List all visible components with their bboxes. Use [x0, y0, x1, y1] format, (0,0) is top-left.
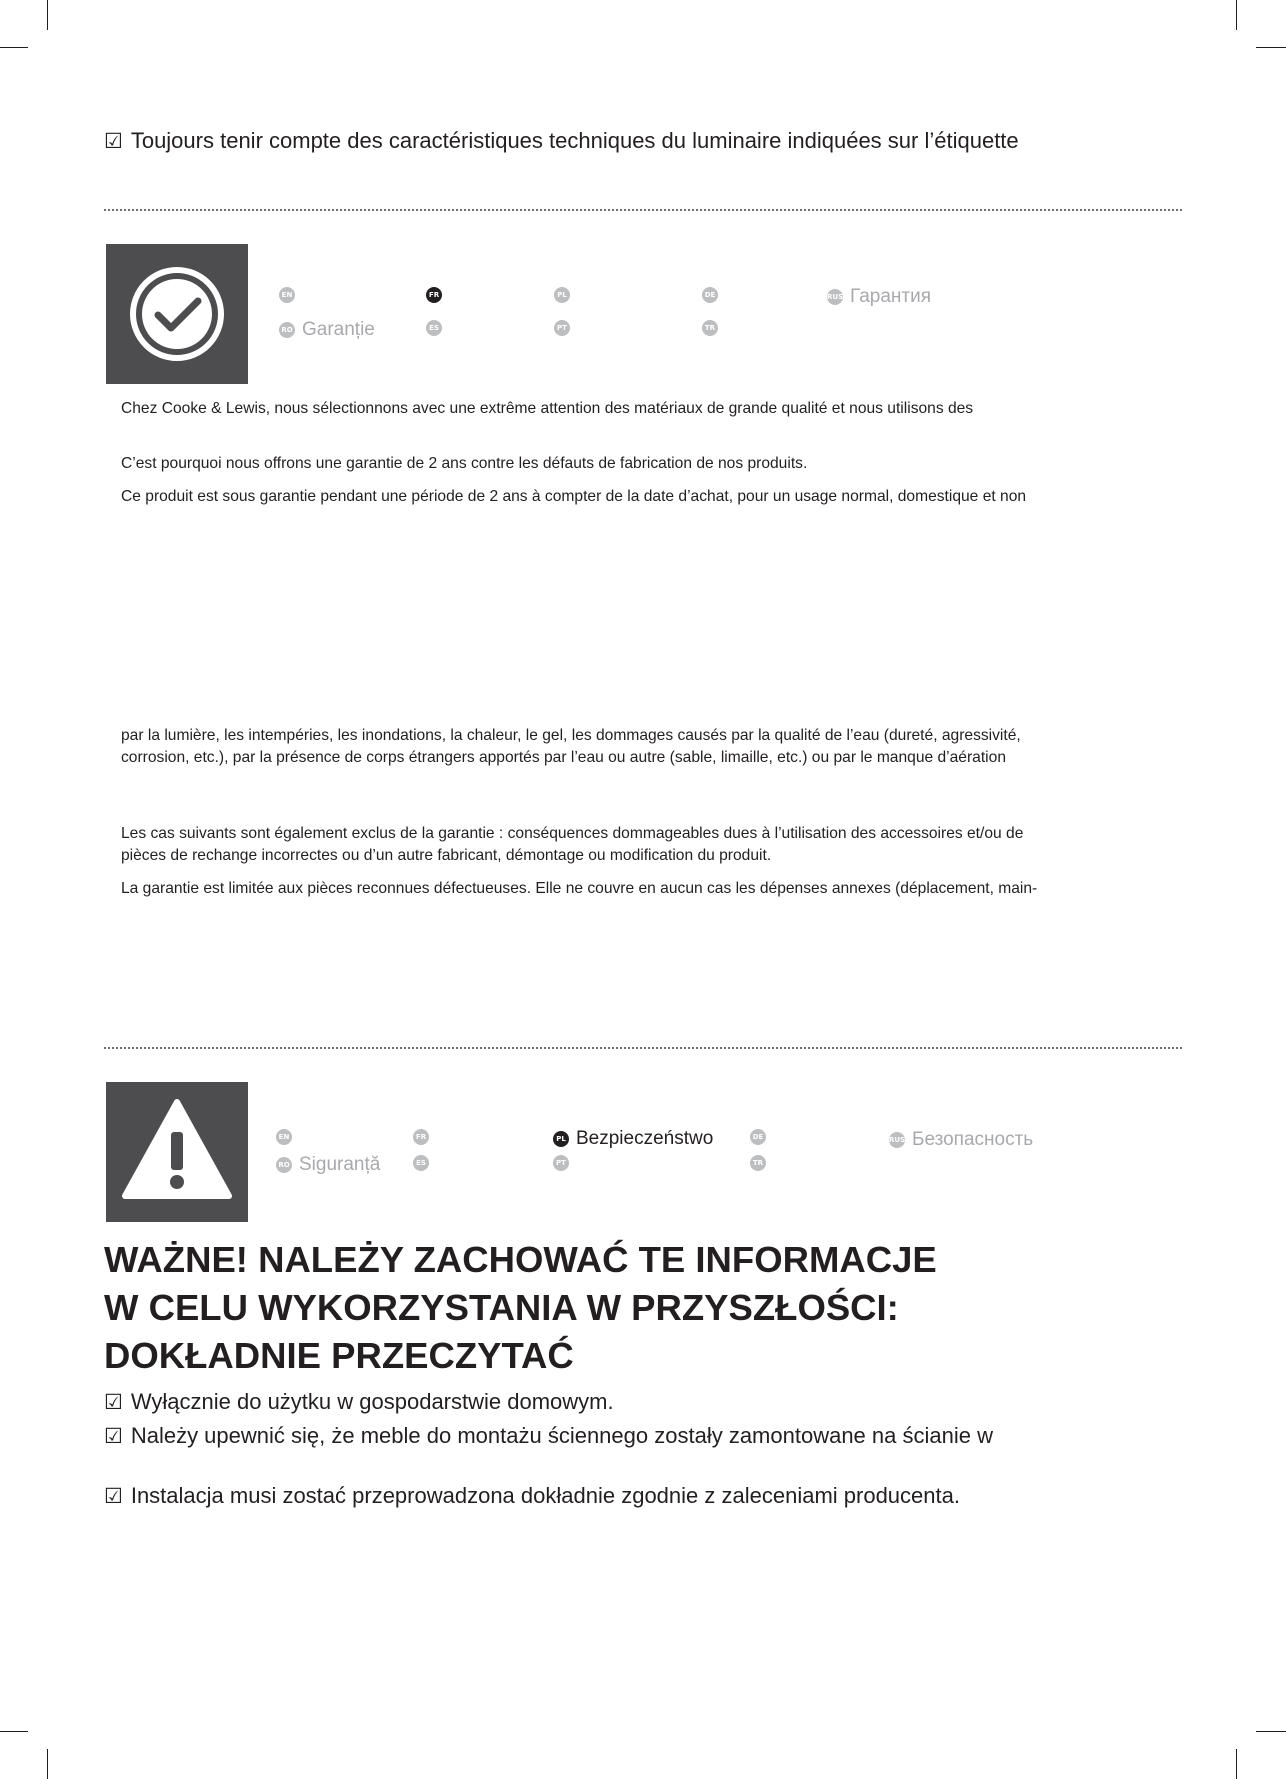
lang-badge: RO	[279, 322, 295, 338]
crop-mark	[1256, 47, 1286, 48]
lang-rus[interactable]	[889, 1129, 1033, 1151]
lang-de[interactable]	[750, 1129, 773, 1145]
lang-badge: FR	[413, 1129, 429, 1145]
lang-tr[interactable]	[750, 1155, 773, 1171]
safety-heading-line: DOKŁADNIE PRZECZYTAĆ	[104, 1335, 574, 1376]
lang-badge: TR	[702, 320, 718, 336]
lang-label: Гарантия	[850, 286, 932, 307]
safety-heading-line: WAŻNE! NALEŻY ZACHOWAĆ TE INFORMACJE	[104, 1239, 937, 1280]
checkbox-icon: ☑	[104, 129, 123, 153]
lang-badge: RUS	[827, 289, 843, 305]
warranty-paragraph: C’est pourquoi nous offrons une garantie de 2 ans contre les défauts de fabrication de nos produits.	[121, 455, 808, 472]
lang-ro[interactable]	[279, 319, 375, 341]
lang-badge: TR	[750, 1155, 766, 1171]
lang-label: Siguranță	[299, 1154, 381, 1175]
warranty-paragraph: Chez Cooke & Lewis, nous sélectionnons avec une extrême attention des matériaux de grande qualité et nous utilisons des	[121, 400, 974, 417]
safety-heading-line: W CELU WYKORZYSTANIA W PRZYSZŁOŚCI:	[104, 1287, 899, 1328]
lang-ro[interactable]	[276, 1154, 380, 1176]
lang-fr[interactable]	[426, 287, 449, 303]
safety-item-text: Wyłącznie do użytku w gospodarstwie domowym.	[130, 1389, 614, 1414]
lang-label: Garanție	[302, 319, 375, 340]
safety-item	[104, 1389, 614, 1415]
safety-item	[104, 1483, 960, 1509]
lang-pl[interactable]	[554, 287, 577, 303]
safety-item-text: Instalacja musi zostać przeprowadzona dokładnie zgodnie z zaleceniami producenta.	[130, 1483, 960, 1508]
crop-mark	[0, 1731, 28, 1732]
warranty-paragraph: Les cas suivants sont également exclus de la garantie : conséquences dommageables dues à l’utilisation des accessoires et/ou de	[121, 825, 1024, 842]
lang-pt[interactable]	[553, 1155, 576, 1171]
lang-en[interactable]	[276, 1129, 299, 1145]
lang-badge: ES	[426, 320, 442, 336]
safety-item-text: Należy upewnić się, że meble do montażu ściennego zostały zamontowane na ścianie w	[130, 1423, 993, 1448]
lang-badge: DE	[750, 1129, 766, 1145]
lang-tr[interactable]	[702, 320, 725, 336]
lang-es[interactable]	[413, 1155, 436, 1171]
warranty-paragraph: par la lumière, les intempéries, les inondations, la chaleur, le gel, les dommages causés par la qualité de l’eau (dureté, agressivité,	[121, 727, 1021, 744]
top-note-text: Toujours tenir compte des caractéristiques techniques du luminaire indiquées sur l’étiquette	[130, 128, 1019, 153]
lang-pt[interactable]	[554, 320, 577, 336]
warranty-paragraph: corrosion, etc.), par la présence de corps étrangers apportés par l’eau ou autre (sable, limaille, etc.) ou par le manque d’aération	[121, 749, 1006, 766]
section-divider	[104, 209, 1182, 211]
checkbox-icon: ☑	[104, 1390, 123, 1414]
warranty-icon-panel	[106, 244, 248, 384]
lang-label: Безопасность	[912, 1129, 1034, 1150]
lang-badge: PT	[554, 320, 570, 336]
crop-mark	[0, 47, 28, 48]
lang-badge: FR	[426, 287, 442, 303]
lang-badge: PL	[553, 1131, 569, 1147]
lang-badge: DE	[702, 287, 718, 303]
crop-mark	[1256, 1731, 1286, 1732]
lang-rus[interactable]	[827, 286, 931, 308]
lang-badge: RO	[276, 1157, 292, 1173]
lang-en[interactable]	[279, 287, 302, 303]
warranty-paragraph: Ce produit est sous garantie pendant une période de 2 ans à compter de la date d’achat, pour un usage normal, domestique et non	[121, 488, 1027, 505]
lang-badge: EN	[276, 1129, 292, 1145]
lang-badge: RUS	[889, 1132, 905, 1148]
lang-de[interactable]	[702, 287, 725, 303]
crop-mark	[1236, 1749, 1237, 1779]
crop-mark	[47, 1749, 48, 1779]
crop-mark	[1236, 0, 1237, 30]
safety-icon-panel	[106, 1082, 248, 1222]
crop-mark	[47, 0, 48, 30]
safety-item	[104, 1423, 993, 1449]
warning-triangle-icon	[106, 1082, 248, 1222]
section-divider	[104, 1047, 1182, 1049]
checkmark-circle-icon	[106, 244, 248, 384]
checkbox-icon: ☑	[104, 1484, 123, 1508]
lang-es[interactable]	[426, 320, 449, 336]
lang-badge: ES	[413, 1155, 429, 1171]
lang-badge: PL	[554, 287, 570, 303]
lang-pl[interactable]	[553, 1128, 713, 1150]
lang-badge: EN	[279, 287, 295, 303]
warranty-paragraph: La garantie est limitée aux pièces reconnues défectueuses. Elle ne couvre en aucun cas les dépenses annexes (déplacement, main-	[121, 880, 1038, 897]
lang-fr[interactable]	[413, 1129, 436, 1145]
checkbox-icon: ☑	[104, 1424, 123, 1448]
top-note	[104, 128, 1019, 154]
lang-label: Bezpieczeństwo	[576, 1128, 714, 1149]
warranty-paragraph: pièces de rechange incorrectes ou d’un autre fabricant, démontage ou modification du produit.	[121, 847, 772, 864]
lang-badge: PT	[553, 1155, 569, 1171]
